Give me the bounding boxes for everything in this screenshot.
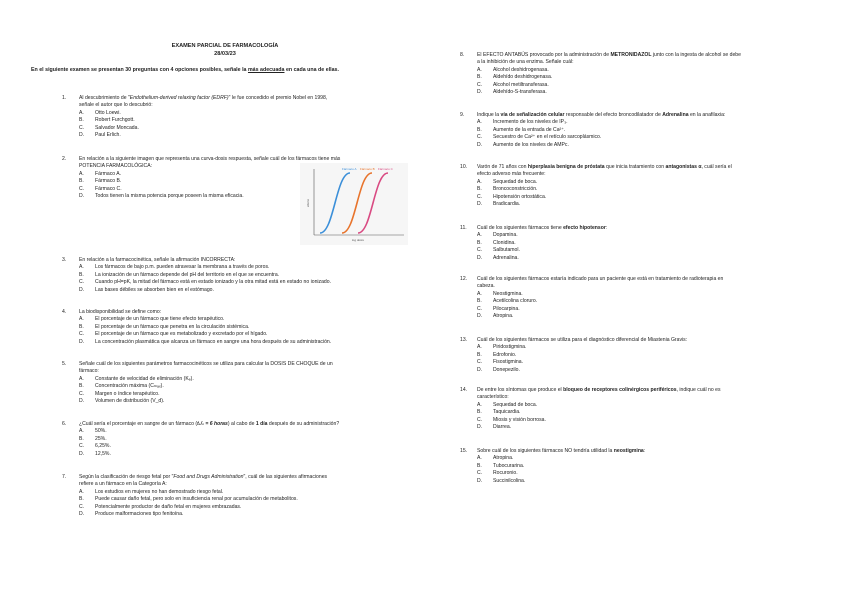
option-d[interactable]: D. Aldehído-S-transferasa. — [477, 89, 547, 96]
question-number: 1. — [62, 95, 67, 101]
exam-title: EXAMEN PARCIAL DE FARMACOLOGÍA — [171, 43, 279, 49]
option-a[interactable]: A. Los estudios en mujeres no han demostrado riesgo fetal. — [79, 488, 224, 495]
question-stem: Señale cuál de los siguientes parámetros farmacocinéticos se utiliza para calcular la DOSIS DE CHOQUE de un — [79, 361, 333, 367]
question-1 — [62, 95, 422, 139]
question-stem-line: fármaco: — [79, 368, 99, 375]
option-c[interactable]: C. Fármaco C. — [79, 185, 122, 192]
option-a[interactable]: A. Sequedad de boca. — [477, 178, 538, 185]
legend-c: Fármaco C — [378, 167, 393, 171]
option-d[interactable]: D. La concentración plasmática que alcanza un fármaco en sangre una hora después de su administración. — [79, 338, 332, 345]
exam-date: 28/03/23 — [214, 51, 236, 57]
question-stem: Cuál de los siguientes fármacos se utiliza para el diagnóstico diferencial de Miastenia Gravis: — [477, 337, 688, 343]
option-c[interactable]: C. Cuando pH=pK, la mitad del fármaco está en estado ionizado y la otra mitad está en estado no ionizado. — [79, 279, 332, 286]
dose-response-figure — [300, 163, 408, 245]
option-a[interactable]: A. Sequedad de boca. — [477, 401, 538, 408]
question-number: 15. — [460, 448, 468, 454]
option-b[interactable]: B. Taquicardia. — [477, 409, 521, 416]
option-d[interactable]: D. Succinilcolina. — [477, 477, 526, 484]
option-c[interactable]: C. Hipotensión ortostática. — [477, 193, 547, 200]
question-5 — [62, 361, 442, 405]
question-number: 8. — [460, 52, 465, 58]
option-d[interactable]: D. Todos tienen la misma potencia porque poseen la misma eficacia. — [79, 193, 244, 200]
question-stem: Cuál de los siguientes fármacos tiene efecto hipotensor: — [477, 225, 608, 231]
option-c[interactable]: C. Salvador Moncada. — [79, 124, 139, 131]
question-number: 6. — [62, 421, 67, 427]
question-stem: Cuál de los siguientes fármacos estaría indicado para un paciente que está en tratamiento de radioterapia en — [477, 276, 724, 282]
question-stem: Sobre cuál de los siguientes fármacos NO tendría utilidad la neostigmina: — [477, 448, 646, 454]
question-stem-line: característico: — [477, 394, 509, 401]
question-stem: ¿Cuál sería el porcentaje en sangre de un fármaco (t₁/₂ = 6 horas) al cabo de 1 día después de su administración? — [79, 421, 340, 427]
question-11 — [460, 225, 820, 262]
question-stem: En relación a la farmacocinética, señale la afirmación INCORRECTA: — [79, 257, 236, 263]
option-a[interactable]: A. Los fármacos de bajo p.m. pueden atravesar la membrana a través de poros. — [79, 264, 270, 271]
option-c[interactable]: C. Alcohol metiltransferasa. — [477, 81, 549, 88]
option-d[interactable]: D. Diarrea. — [477, 424, 512, 431]
question-stem: Varón de 71 años con hiperplasia benigna de próstata que inicia tratamiento con antagonistas α, cuál sería el — [477, 164, 732, 170]
question-number: 12. — [460, 276, 468, 282]
option-c[interactable]: C. Potencialmente productor de daño fetal en mujeres embrazadas. — [79, 503, 242, 510]
option-a[interactable]: A. Alcohol deshidrogenasa. — [477, 66, 549, 73]
option-b[interactable]: B. Robert Furchgott. — [79, 117, 135, 124]
option-b[interactable]: B. Puede causar daño fetal, pero solo en insuficiencia renal por acumulación de metabolitos. — [79, 496, 298, 503]
question-4 — [62, 309, 442, 346]
question-stem: El EFECTO ANTABÚS provocado por la administración de METRONIDAZOL junto con la ingesta de alcohol se debe — [477, 52, 741, 58]
option-d[interactable]: D. Adrenalina. — [477, 254, 519, 261]
option-b[interactable]: B. 25%. — [79, 435, 107, 442]
option-c[interactable]: C. Salbutamol. — [477, 247, 520, 254]
option-d[interactable]: D. Atropina. — [477, 313, 514, 320]
option-b[interactable]: B. Broncoconstricción. — [477, 186, 538, 193]
option-d[interactable]: D. Volumen de distribución (V_d). — [79, 398, 165, 405]
option-b[interactable]: B. Clonidina. — [477, 239, 516, 246]
option-a[interactable]: A. Neostigmina. — [477, 290, 523, 297]
option-a[interactable]: A. Fármaco A. — [79, 170, 122, 177]
option-b[interactable]: B. Edrofonio. — [477, 351, 517, 358]
question-number: 4. — [62, 309, 67, 315]
question-number: 5. — [62, 361, 67, 367]
question-3 — [62, 257, 442, 294]
option-c[interactable]: C. Secuestro de Ca²⁺ en el retículo sarcoplásmico. — [477, 134, 602, 141]
question-stem: De entre los síntomas que produce el bloqueo de receptores colinérgicos periféricos, indique cuál no es — [477, 387, 721, 393]
option-c[interactable]: C. 6,25%. — [79, 443, 111, 450]
question-number: 7. — [62, 474, 67, 480]
option-d[interactable]: D. Las bases débiles se absorben bien en el estómago. — [79, 286, 214, 293]
intro-text-emphasis: más adecuada — [247, 67, 285, 73]
option-a[interactable]: A. Otto Loewi. — [79, 109, 121, 116]
option-a[interactable]: A. Piridostigmina. — [477, 344, 527, 351]
option-d[interactable]: D. Paul Erlich. — [79, 132, 121, 139]
question-14 — [460, 387, 820, 431]
question-number: 3. — [62, 257, 67, 263]
question-9 — [460, 112, 820, 149]
question-stem-line: POTENCIA FARMACOLÓGICA: — [79, 163, 153, 170]
x-axis-label: log dosis — [352, 238, 364, 242]
question-number: 14. — [460, 387, 468, 393]
option-b[interactable]: B. Acetilcolina cloruro. — [477, 298, 538, 305]
question-6 — [62, 421, 442, 458]
option-b[interactable]: B. Aumento de la entrada de Ca²⁺. — [477, 126, 566, 133]
option-a[interactable]: A. Atropina. — [477, 455, 514, 462]
option-c[interactable]: C. Margen o índice terapéutico. — [79, 390, 160, 397]
question-number: 9. — [460, 112, 465, 118]
option-a[interactable]: A. Incremento de los niveles de IP₃. — [477, 119, 568, 126]
option-c[interactable]: C. El porcentaje de un fármaco que es metabolizado y excretado por el hígado. — [79, 331, 268, 338]
question-stem-line: señale el autor que lo descubrió: — [79, 102, 153, 109]
question-13 — [460, 337, 820, 374]
option-a[interactable]: A. El porcentaje de un fármaco que tiene efecto terapéutico. — [79, 316, 225, 323]
question-8 — [460, 52, 820, 96]
option-c[interactable]: C. Miosis y visión borrosa. — [477, 416, 546, 423]
question-12 — [460, 276, 820, 320]
question-10 — [460, 164, 820, 208]
figure-background — [300, 163, 408, 245]
option-a[interactable]: A. Constante de velocidad de eliminación (Kₑ). — [79, 375, 194, 382]
question-number: 2. — [62, 156, 67, 162]
intro-text-c: en cada una de ellas. — [284, 67, 339, 73]
option-a[interactable]: A. Dopamina. — [477, 232, 518, 239]
option-d[interactable]: D. Produce malformaciones tipo fenitoína. — [79, 511, 184, 518]
option-c[interactable]: C. Pilocarpina. — [477, 305, 520, 312]
y-axis-label: efecto — [306, 198, 310, 207]
question-stem: Al descubrimiento de "Endothelium-derived relaxing factor (EDRF)" le fue concedido el premio Nobel en 1998, — [79, 95, 328, 101]
option-b[interactable]: B. El porcentaje de un fármaco que penetra en la circulación sistémica. — [79, 323, 250, 330]
legend-a: Fármaco A — [342, 167, 357, 171]
exam-instructions — [31, 67, 339, 73]
question-stem: En relación a la siguiente imagen que representa una curva-dosis respuesta, señale cuál de los fármacos tiene más — [79, 156, 341, 162]
option-b[interactable]: B. Aldehído deshidrogenasa. — [477, 74, 553, 81]
question-stem: Indique la vía de señalización celular responsable del efecto broncodilatador de Adrenalina en la anafilaxia: — [477, 112, 726, 118]
question-stem-line: refiere a un fármaco en la Categoría A: — [79, 481, 167, 488]
question-stem-line: a la inhibición de una enzima. Señale cuál: — [477, 59, 574, 66]
legend-b: Fármaco B — [360, 167, 375, 171]
option-c[interactable]: C. Fisostigmina. — [477, 359, 524, 366]
option-a[interactable]: A. 50%. — [79, 428, 107, 435]
question-15 — [460, 448, 820, 485]
option-b[interactable]: B. Concentración máxima (Cₘₐₓ). — [79, 383, 164, 390]
option-d[interactable]: D. Donepezilo. — [477, 366, 520, 373]
question-7 — [62, 474, 442, 518]
option-d[interactable]: D. Bradicardia. — [477, 201, 521, 208]
option-b[interactable]: B. La ionización de un fármaco depende del pH del territorio en el que se encuentra. — [79, 271, 280, 278]
option-d[interactable]: D. Aumento de los niveles de AMPc. — [477, 141, 569, 148]
question-stem: Según la clasificación de riesgo fetal por "Food and Drugs Administration", cuál de las siguientes afirmaciones — [79, 474, 328, 480]
option-d[interactable]: D. 12,5%. — [79, 450, 111, 457]
option-b[interactable]: B. Tubocurarina. — [477, 462, 525, 469]
option-b[interactable]: B. Fármaco B. — [79, 178, 122, 185]
question-stem-line: efecto adverso más frecuente: — [477, 171, 546, 178]
intro-text-a: En el siguiente examen se presentan 30 preguntas con 4 opciones posibles, señale la — [31, 67, 248, 73]
question-number: 13. — [460, 337, 468, 343]
question-stem-line: cabeza. — [477, 283, 495, 290]
question-number: 11. — [460, 225, 467, 231]
question-number: 10. — [460, 164, 468, 170]
option-c[interactable]: C. Rocuronio. — [477, 470, 518, 477]
question-stem: La biodisponibilidad se define como: — [79, 309, 162, 315]
